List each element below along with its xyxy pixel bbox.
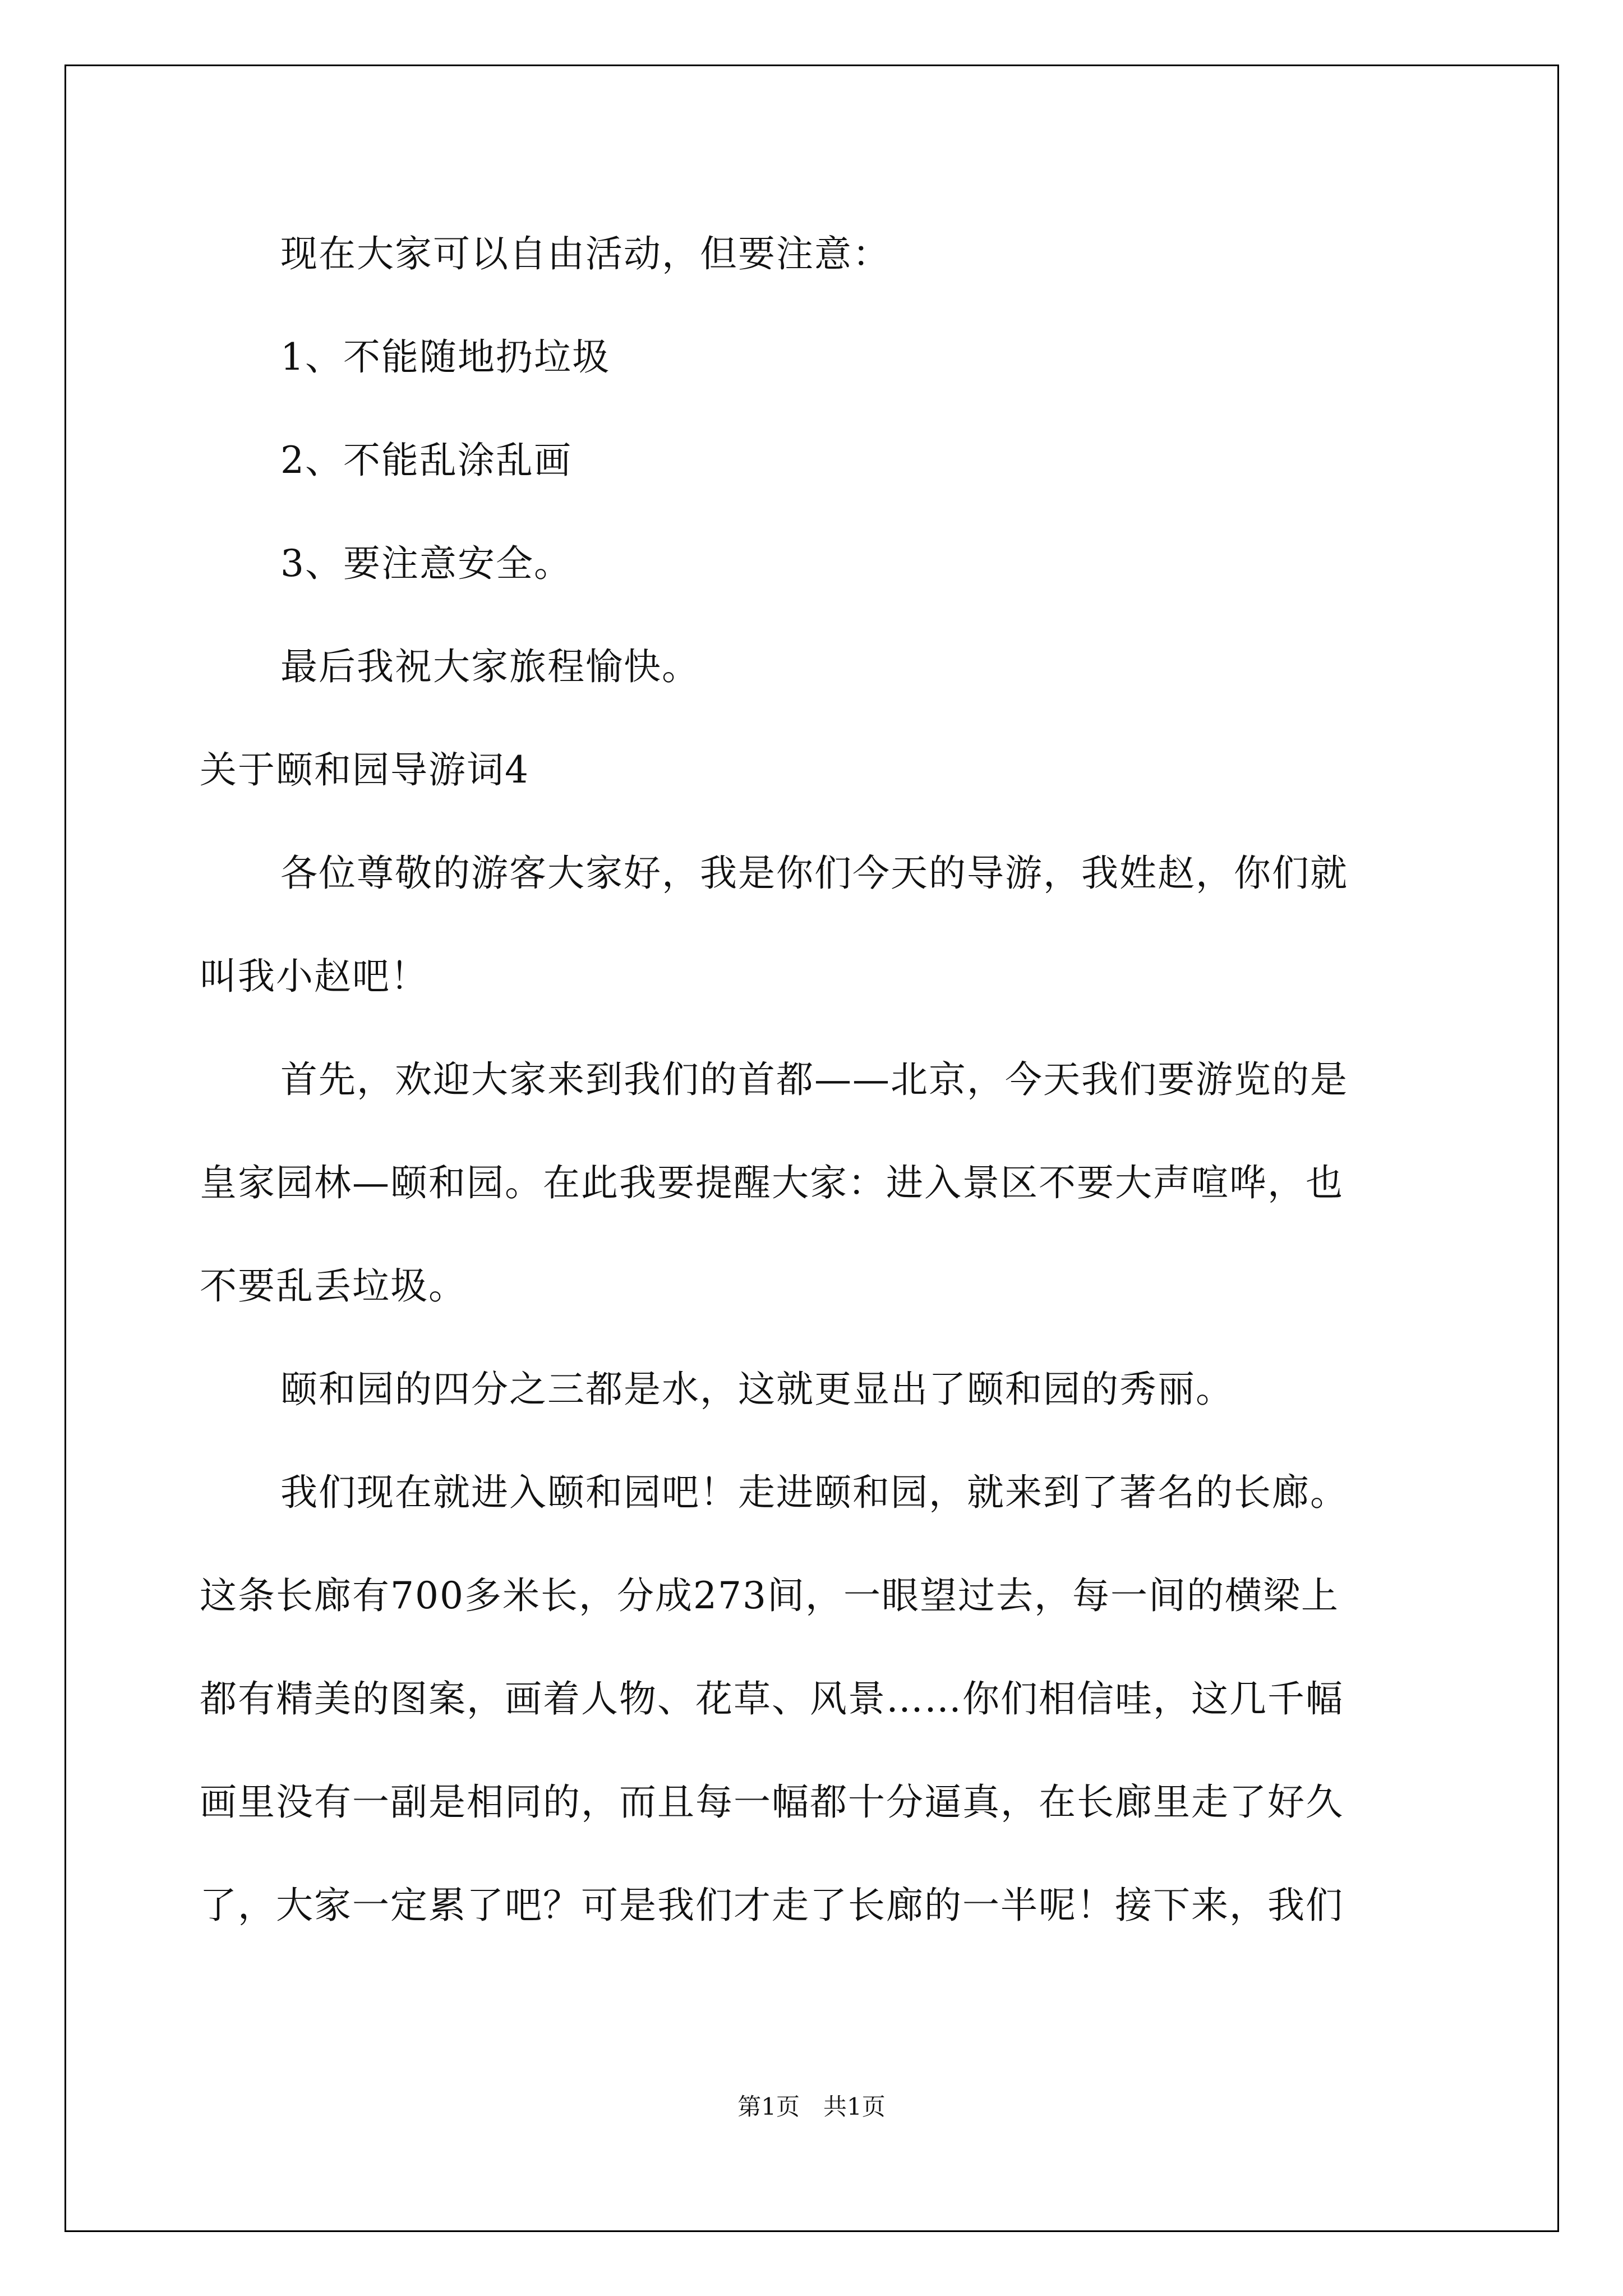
paragraph-line: 各位尊敬的游客大家好，我是你们今天的导游，我姓赵，你们就: [280, 852, 1348, 895]
list-item: 3、要注意安全。: [280, 542, 572, 585]
paragraph-line: 都有精美的图案，画着人物、花草、风景……你们相信哇，这几千幅: [200, 1677, 1344, 1720]
list-item: 2、不能乱涂乱画: [280, 439, 572, 482]
list-item: 1、不能随地扔垃圾: [280, 335, 610, 379]
paragraph-line: 现在大家可以自由活动，但要注意：: [280, 232, 891, 275]
paragraph-line: 了，大家一定累了吧？可是我们才走了长廊的一半呢！接下来，我们: [200, 1884, 1344, 1927]
paragraph-line: 首先，欢迎大家来到我们的首都——北京，今天我们要游览的是: [280, 1058, 1348, 1101]
paragraph-line: 最后我祝大家旅程愉快。: [280, 645, 700, 688]
section-heading: 关于颐和园导游词4: [200, 748, 529, 792]
paragraph-line: 皇家园林—颐和园。在此我要提醒大家：进入景区不要大声喧哗，也: [200, 1161, 1344, 1204]
paragraph-line: 颐和园的四分之三都是水，这就更显出了颐和园的秀丽。: [280, 1368, 1234, 1411]
paragraph-line: 叫我小赵吧！: [200, 955, 428, 998]
paragraph-line: 画里没有一副是相同的，而且每一幅都十分逼真，在长廊里走了好久: [200, 1780, 1344, 1824]
paragraph-line: 这条长廊有700多米长，分成273间，一眼望过去，每一间的横梁上: [200, 1574, 1339, 1617]
page-footer: 第1页 共1页: [737, 2093, 886, 2120]
paragraph-line: 我们现在就进入颐和园吧！走进颐和园，就来到了著名的长廊。: [280, 1471, 1348, 1514]
paragraph-line: 不要乱丢垃圾。: [200, 1264, 467, 1308]
